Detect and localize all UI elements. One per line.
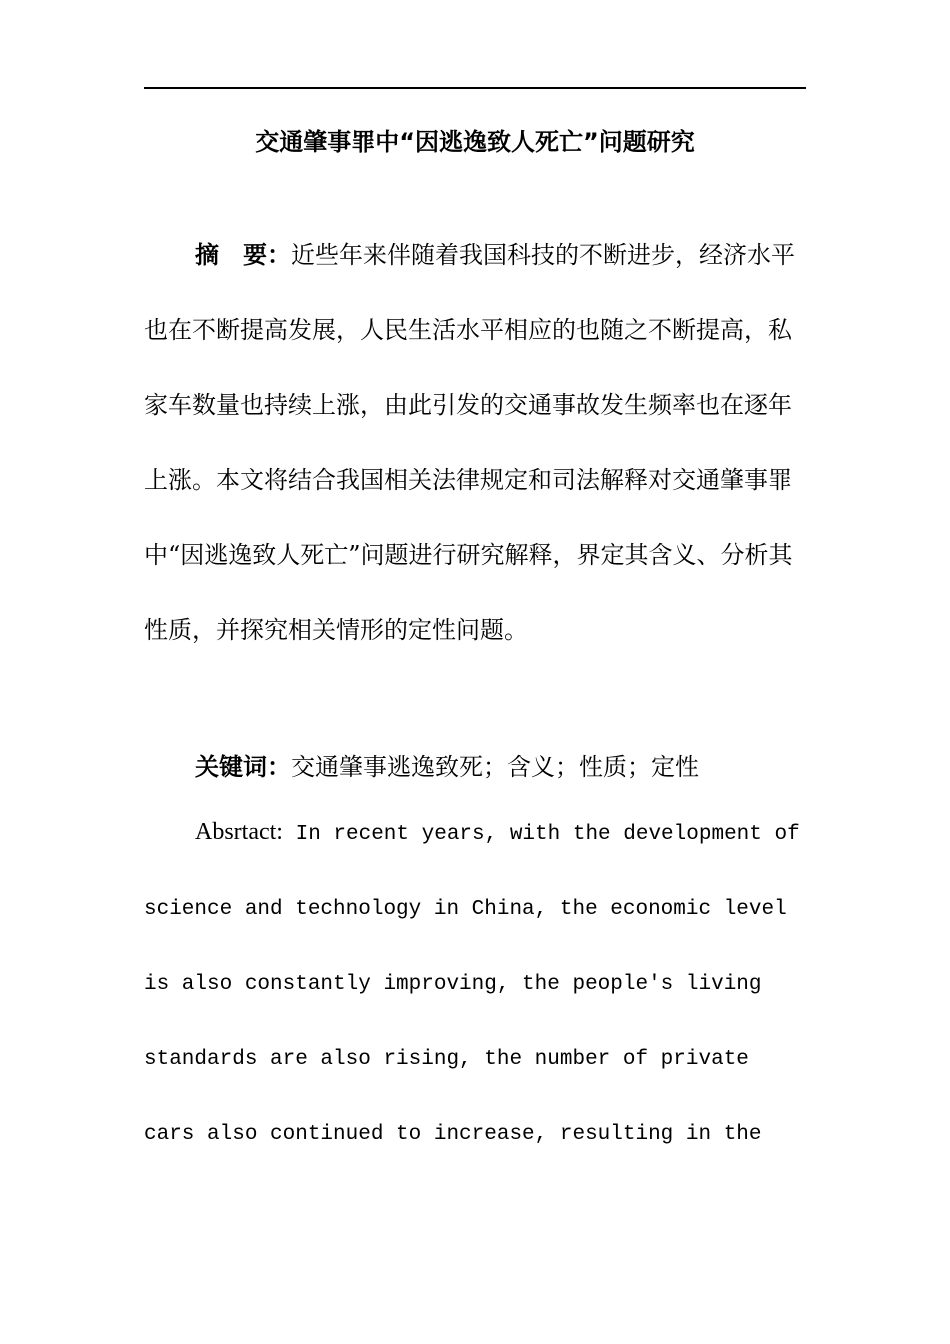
- english-abstract-line: science and technology in China, the economic level: [144, 898, 787, 921]
- english-abstract-line-text: In recent years, with the development of: [295, 823, 800, 846]
- english-abstract-line: [144, 795, 806, 872]
- keywords-label: 关键词：: [195, 753, 291, 781]
- document-title: 交通肇事罪中“因逃逸致人死亡”问题研究: [255, 128, 695, 156]
- keywords-text: 交通肇事逃逸致死；含义；性质；定性: [291, 753, 699, 781]
- chinese-abstract-label: 摘 要：: [195, 241, 291, 269]
- english-abstract-line: standards are also rising, the number of private: [144, 1048, 749, 1071]
- english-abstract: [144, 795, 806, 1172]
- english-abstract-line: cars also continued to increase, resulting in the: [144, 1123, 762, 1146]
- header-rule: [144, 87, 806, 89]
- chinese-abstract-text: 近些年来伴随着我国科技的不断进步，经济水平也在不断提高发展，人民生活水平相应的也随之不断提高，私家车数量也持续上涨，由此引发的交通事故发生频率也在逐年上涨。本文将结合我国相关法律规定和司法解释对交通肇事罪中“因逃逸致人死亡”问题进行研究解释，界定其含义、分析其性质，并探究相关情形的定性问题。: [144, 241, 795, 644]
- keywords: [144, 730, 806, 805]
- chinese-abstract: [144, 218, 806, 668]
- english-abstract-line: is also constantly improving, the people's living: [144, 973, 762, 996]
- english-abstract-label: Absrtact:: [195, 819, 283, 845]
